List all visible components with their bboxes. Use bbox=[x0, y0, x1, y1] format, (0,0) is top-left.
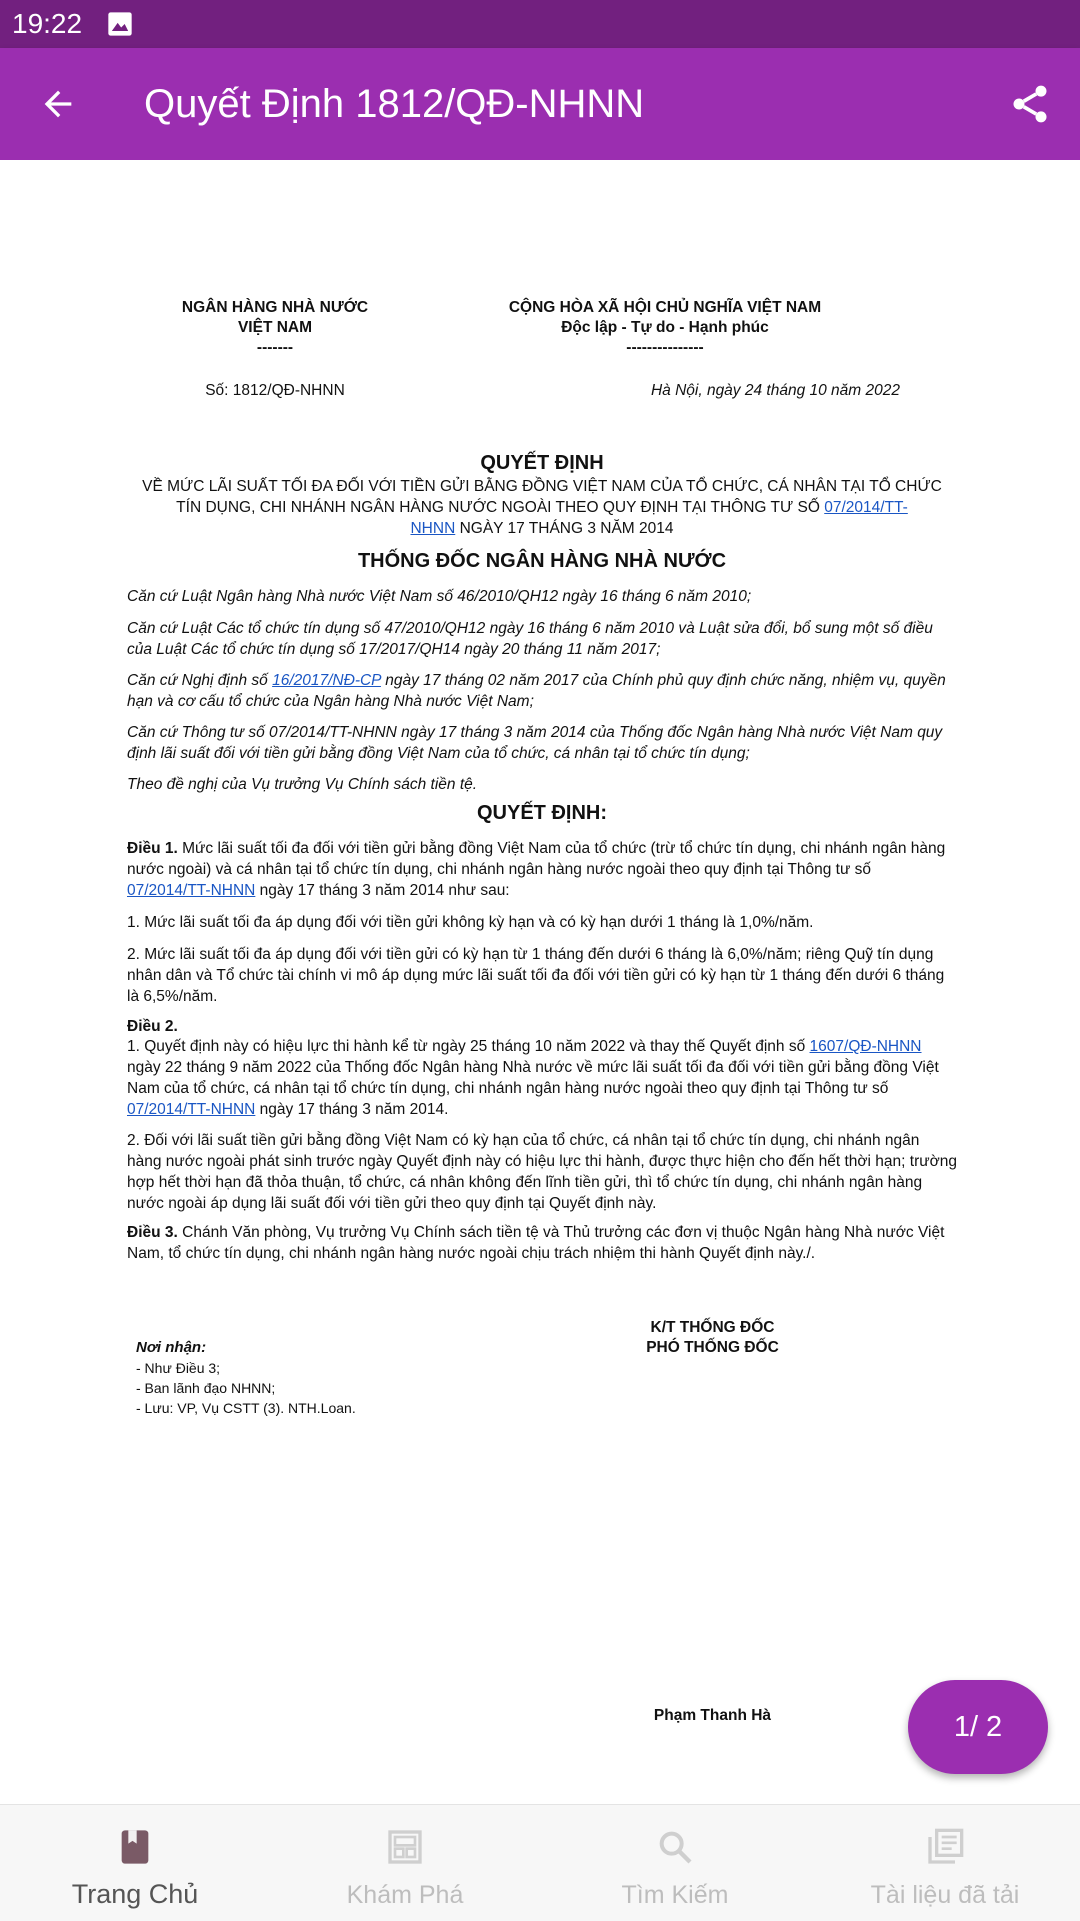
header-line: --------------- bbox=[626, 339, 704, 356]
search-icon bbox=[655, 1827, 695, 1867]
status-time: 19:22 bbox=[12, 8, 83, 39]
article-label: Điều 1. bbox=[127, 840, 178, 857]
subtitle-line: VỀ MỨC LÃI SUẤT TỐI ĐA ĐỐI VỚI TIỀN GỬI BẰNG ĐỒNG VIỆT NAM CỦA TỔ CHỨC, CÁ NHÂN TẠI TỔ CHỨC bbox=[142, 478, 942, 495]
article-2-item-2: 2. Đối với lãi suất tiền gửi bằng đồng Việt Nam có kỳ hạn của tổ chức, cá nhân tại tổ chức tín dụng, chi nhánh ngân hàng nước ngoài phát sinh trước ngày Quyết định này có hiệu lực thi hành, được thực hiện cho đến hết thời hạn; trường hợp hết thời hạn đã thỏa thuận, tổ chức, cá nhân không đến lĩnh tiền gửi, thì tổ chức tín dụng, chi nhánh ngân hàng nước ngoài áp dụng lãi suất đối với tiền gửi theo quy định tại Quyết định này. bbox=[127, 1132, 958, 1212]
nav-item-search[interactable] bbox=[540, 1805, 810, 1921]
decision-link[interactable]: 1607/QĐ-NHNN bbox=[809, 1038, 922, 1055]
signer-name: Phạm Thanh Hà bbox=[653, 1707, 772, 1724]
nav-label: Trang Chủ bbox=[71, 1879, 199, 1909]
subtitle-line bbox=[118, 518, 966, 539]
subtitle-line bbox=[118, 497, 966, 518]
article-1-item-2: 2. Mức lãi suất tối đa áp dụng đối với tiền gửi có kỳ hạn từ 1 tháng đến dưới 6 tháng là 6,0%/năm; riêng Quỹ tín dụng nhân dân và Tổ chức tài chính vi mô áp dụng mức lãi suất tối đa đối với tiền gửi có kỳ hạn từ 1 tháng đến dưới 6 tháng là 6,5%/năm. bbox=[127, 946, 945, 1005]
article-text: Mức lãi suất tối đa đối với tiền gửi bằng đồng Việt Nam của tổ chức (trừ tổ chức tín dụng, chi nhánh ngân hàng nước ngoài) và cá nhân tại tổ chức tín dụng, chi nhánh ngân hàng nước ngoài theo quy định tại Thông tư số bbox=[127, 840, 946, 878]
signer-title-line: K/T THỐNG ĐỐC bbox=[650, 1319, 775, 1336]
bottom-navigation bbox=[0, 1804, 1080, 1921]
signer-title-line: PHÓ THỐNG ĐỐC bbox=[646, 1339, 779, 1356]
bookmark-book-icon bbox=[115, 1827, 155, 1867]
article-label: Điều 3. bbox=[127, 1224, 178, 1241]
recipient-item: - Lưu: VP, Vụ CSTT (3). NTH.Loan. bbox=[136, 1400, 356, 1416]
circular-link[interactable]: 07/2014/TT- bbox=[824, 499, 908, 516]
legal-basis-1: Căn cứ Luật Ngân hàng Nhà nước Việt Nam số 46/2010/QH12 ngày 16 tháng 6 năm 2010; bbox=[127, 588, 752, 605]
page-title: Quyết Định 1812/QĐ-NHNN bbox=[144, 82, 645, 126]
legal-basis-4: Căn cứ Thông tư số 07/2014/TT-NHNN ngày 17 tháng 3 năm 2014 của Thống đốc Ngân hàng Nhà nước Việt Nam quy định lãi suất đối với tiền gửi bằng đồng Việt Nam của tổ chức, cá nhân tại tổ chức tín dụng; bbox=[127, 724, 943, 762]
circular-link[interactable]: 07/2014/TT-NHNN bbox=[127, 882, 256, 899]
nav-label: Tài liệu đã tải bbox=[870, 1881, 1020, 1909]
article-2-item-1 bbox=[127, 1036, 957, 1120]
header-line: CỘNG HÒA XÃ HỘI CHỦ NGHĨA VIỆT NAM bbox=[508, 299, 822, 316]
document-number: Số: 1812/QĐ-NHNN bbox=[205, 382, 345, 399]
issuer-heading: THỐNG ĐỐC NGÂN HÀNG NHÀ NƯỚC bbox=[357, 550, 727, 572]
article-text: ngày 22 tháng 9 năm 2022 của Thống đốc Ngân hàng Nhà nước về mức lãi suất tối đa đối với tiền gửi bằng đồng Việt Nam của tổ chức, cá nhân tại tổ chức tín dụng, chi nhánh ngân hàng nước ngoài theo quy định tại Thông tư số bbox=[127, 1059, 939, 1097]
nav-label: Tìm Kiếm bbox=[621, 1881, 729, 1909]
arrow-back-icon bbox=[38, 84, 78, 124]
national-header bbox=[480, 298, 850, 358]
image-notification-icon bbox=[106, 10, 134, 38]
recipients-title: Nơi nhận: bbox=[136, 1339, 207, 1356]
header-line: Độc lập - Tự do - Hạnh phúc bbox=[561, 319, 769, 336]
legal-basis-5: Theo đề nghị của Vụ trưởng Vụ Chính sách tiền tệ. bbox=[127, 776, 478, 793]
header-line: VIỆT NAM bbox=[237, 319, 313, 336]
nav-label: Khám Phá bbox=[346, 1881, 464, 1909]
library-books-icon bbox=[925, 1827, 965, 1867]
nav-item-downloads[interactable] bbox=[810, 1805, 1080, 1921]
article-text: ngày 17 tháng 3 năm 2014. bbox=[255, 1101, 449, 1118]
article-text: 1. Quyết định này có hiệu lực thi hành kể từ ngày 25 tháng 10 năm 2022 và thay thế Quyết định số bbox=[127, 1038, 810, 1055]
recipients-block bbox=[136, 1338, 436, 1418]
nav-item-home[interactable] bbox=[0, 1805, 270, 1921]
share-icon bbox=[1008, 82, 1052, 126]
place-date: Hà Nội, ngày 24 tháng 10 năm 2022 bbox=[650, 382, 900, 399]
article-text: Chánh Văn phòng, Vụ trưởng Vụ Chính sách tiền tệ và Thủ trưởng các đơn vị thuộc Ngân hàng Nhà nước Việt Nam, tổ chức tín dụng, chi nhánh ngân hàng nước ngoài chịu trách nhiệm thi hành Quyết định này./. bbox=[127, 1224, 945, 1262]
legal-basis-2: Căn cứ Luật Các tổ chức tín dụng số 47/2010/QH12 ngày 16 tháng 6 năm 2010 và Luật sửa đổi, bổ sung một số điều của Luật Các tổ chức tín dụng số 17/2017/QH14 ngày 20 tháng 11 năm 2017; bbox=[127, 620, 933, 658]
document-subtitle bbox=[118, 476, 966, 539]
recipient-item: - Như Điều 3; bbox=[136, 1360, 221, 1376]
pdf-page[interactable] bbox=[0, 160, 1080, 1804]
header-line: NGÂN HÀNG NHÀ NƯỚC bbox=[181, 299, 369, 316]
decision-heading: QUYẾT ĐỊNH: bbox=[477, 802, 607, 824]
signer-title bbox=[580, 1318, 845, 1358]
header-line: ------- bbox=[256, 339, 294, 356]
dashboard-icon bbox=[385, 1827, 425, 1867]
subtitle-text: NGÀY 17 THÁNG 3 NĂM 2014 bbox=[455, 520, 674, 537]
app-bar bbox=[0, 48, 1080, 160]
page-indicator-button[interactable]: 1/ 2 bbox=[908, 1680, 1048, 1774]
recipient-item: - Ban lãnh đạo NHNN; bbox=[136, 1380, 276, 1396]
basis-text: ngày 17 tháng 02 năm 2017 của Chính phủ quy định chức năng, nhiệm vụ, quyền hạn và cơ cấu tổ chức của Ngân hàng Nhà nước Việt Nam; bbox=[127, 672, 946, 710]
back-button[interactable] bbox=[30, 76, 86, 132]
article-3 bbox=[127, 1222, 957, 1264]
article-1-item-1: 1. Mức lãi suất tối đa áp dụng đối với tiền gửi không kỳ hạn và có kỳ hạn dưới 1 tháng là 1,0%/năm. bbox=[127, 914, 814, 931]
nav-item-explore[interactable] bbox=[270, 1805, 540, 1921]
share-button[interactable] bbox=[1002, 76, 1058, 132]
decree-link[interactable]: 16/2017/NĐ-CP bbox=[272, 672, 381, 689]
basis-text: Căn cứ Nghị định số bbox=[127, 672, 273, 689]
article-text: ngày 17 tháng 3 năm 2014 như sau: bbox=[255, 882, 510, 899]
article-2-label: Điều 2. bbox=[127, 1018, 178, 1035]
article-1 bbox=[127, 838, 957, 901]
circular-link[interactable]: 07/2014/TT-NHNN bbox=[127, 1101, 256, 1118]
document-title: QUYẾT ĐỊNH bbox=[480, 452, 604, 474]
circular-link[interactable]: NHNN bbox=[410, 520, 456, 537]
legal-basis-3 bbox=[127, 670, 957, 712]
subtitle-text: TÍN DỤNG, CHI NHÁNH NGÂN HÀNG NƯỚC NGOÀI THEO QUY ĐỊNH TẠI THÔNG TƯ SỐ bbox=[176, 499, 825, 516]
status-bar bbox=[0, 0, 1080, 48]
issuer-header bbox=[150, 298, 400, 358]
